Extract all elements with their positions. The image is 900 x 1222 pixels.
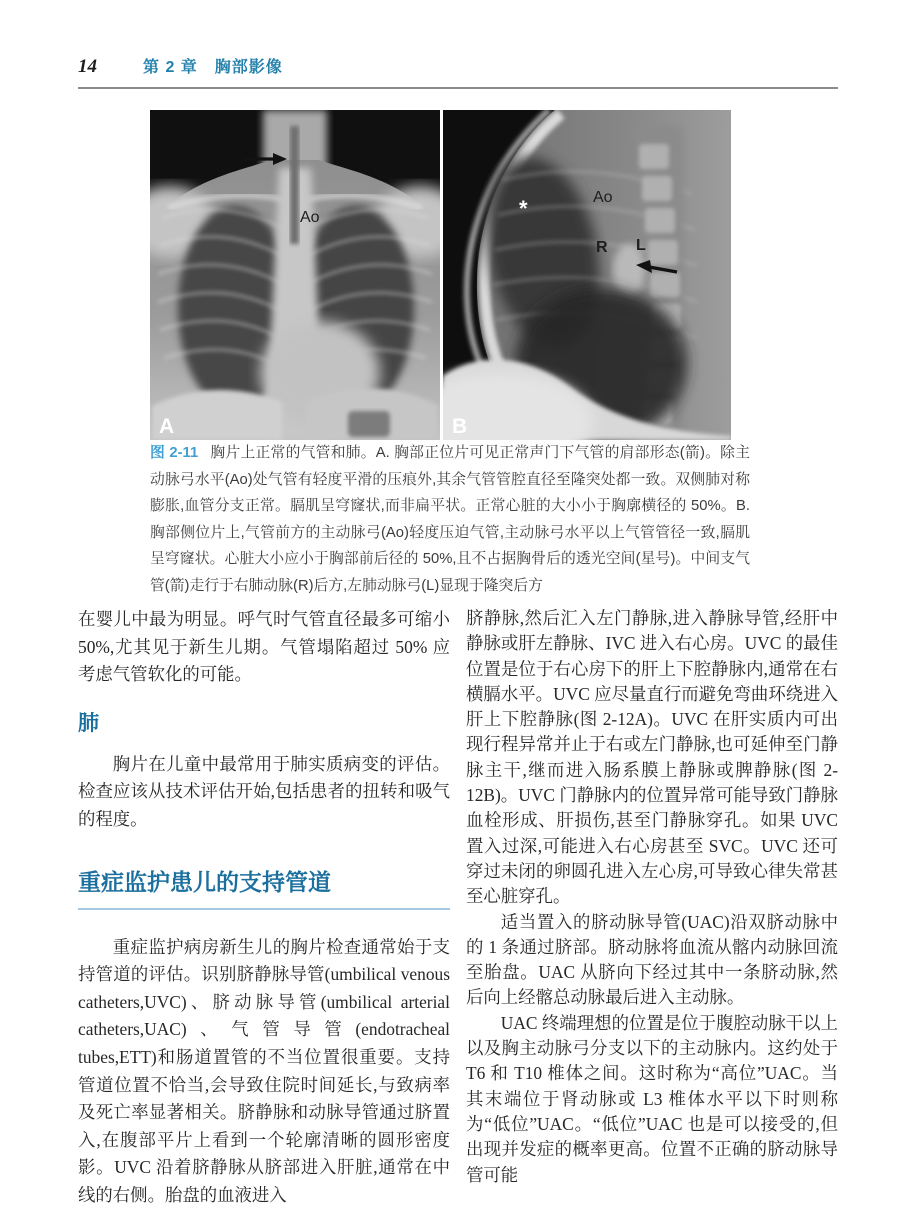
left-pulmonary-artery-label: L: [636, 237, 646, 254]
paragraph-uvc-continuation: 脐静脉,然后汇入左门静脉,进入静脉导管,经肝中静脉或肝左静脉、IVC 进入右心房。UVC 的最佳位置是位于右心房下的肝上下腔静脉内,通常在右横膈水平。UVC 应尽量直行而避免弯曲环绕进入肝上下腔静脉(图 2-12A)。UVC 在肝实质内可出现行程异常并止于右或左门静脉,也可延伸至门静脉主干,继而进入肠系膜上静脉或脾静脉(图 2-12B)。UVC 门静脉内的位置异常可能导致门静脉血栓形成、肝损伤,甚至门静脉穿孔。如果 UVC 置入过深,可能进入右心房甚至 SVC。UVC 还可穿过未闭的卵圆孔进入左心房,可导致心律失常甚至心脏穿孔。: [466, 608, 838, 907]
left-text-column: [78, 606, 450, 1210]
paragraph-uac-course: 适当置入的脐动脉导管(UAC)沿双脐动脉中的 1 条通过脐部。脐动脉将血流从髂内动脉回流至胎盘。UAC 从脐向下经过其中一条脐动脉,然后向上经髂总动脉最后进入主动脉。: [466, 911, 838, 1008]
page-number: 14: [78, 56, 97, 77]
paragraph-lung-intro: 胸片在儿童中最常用于肺实质病变的评估。检查应该从技术评估开始,包括患者的扭转和吸气的程度。: [78, 753, 450, 829]
section-heading-lung: 肺: [78, 711, 99, 735]
right-text-column: [466, 606, 838, 1188]
chapter-title: 第 2 章 胸部影像: [143, 59, 283, 76]
paragraph-uac-position: UAC 终端理想的位置是位于腹腔动脉干以上以及胸主动脉弓分支以下的主动脉内。这约处于 T6 和 T10 椎体之间。这时称为“高位”UAC。当其末端位于肾动脉或 L3 椎体水平以下时则称为“低位”UAC。“低位”UAC 也是可以接受的,但出现并发症的概率更高。位置不正确的脐动脉导管可能: [466, 1012, 838, 1185]
section-heading-support-lines: 重症监护患儿的支持管道: [78, 864, 450, 910]
aorta-label-b: Ao: [593, 189, 613, 206]
page-header: [78, 54, 838, 89]
figure-2-11: [150, 110, 731, 440]
figure-caption: [150, 440, 750, 600]
figure-caption-label: 图 2-11: [150, 445, 199, 461]
frontal-chest-xray-image: [150, 110, 440, 440]
paragraph-trachea-continuation: 在婴儿中最为明显。呼气时气管直径最多可缩小 50%,尤其见于新生儿期。气管塌陷超过 50% 应考虑气管软化的可能。: [78, 609, 450, 685]
figure-caption-text: 胸片上正常的气管和肺。A. 胸部正位片可见正常声门下气管的肩部形态(箭)。除主动脉弓水平(Ao)处气管有轻度平滑的压痕外,其余气管管腔直径至隆突处都一致。双侧肺对称膨胀,血管分支正常。膈肌呈穹窿状,而非扁平状。正常心脏的大小小于胸廓横径的 50%。B. 胸部侧位片上,气管前方的主动脉弓(Ao)轻度压迫气管,主动脉弓水平以上气管管径一致,膈肌呈穹窿状。心脏大小应小于胸部前后径的 50%,且不占据胸骨后的透光空间(星号)。中间支气管(箭)走行于右肺动脉(R)后方,左肺动脉弓(L)显现于隆突后方: [150, 445, 750, 594]
panel-letter-b: B: [452, 415, 468, 438]
lateral-chest-xray-image: [443, 110, 731, 440]
right-pulmonary-artery-label: R: [596, 239, 608, 256]
paragraph-support-lines-1: 重症监护病房新生儿的胸片检查通常始于支持管道的评估。识别脐静脉导管(umbilical venous catheters,UVC)、脐动脉导管(umbilical arterial catheters,UAC)、气管导管(endotracheal tubes,ETT)和肠道置管的不当位置很重要。支持管道位置不恰当,会导致住院时间延长,与致病率及死亡率显著相关。脐静脉和动脉导管通过脐置入,在腹部平片上看到一个轮廓清晰的圆形密度影。UVC 沿着脐静脉从脐部进入肝脏,通常在中线的右侧。胎盘的血液进入: [78, 936, 450, 1205]
aorta-label-a: Ao: [300, 209, 320, 226]
panel-letter-a: A: [159, 415, 175, 438]
retrosternal-asterisk-icon: *: [519, 196, 528, 221]
